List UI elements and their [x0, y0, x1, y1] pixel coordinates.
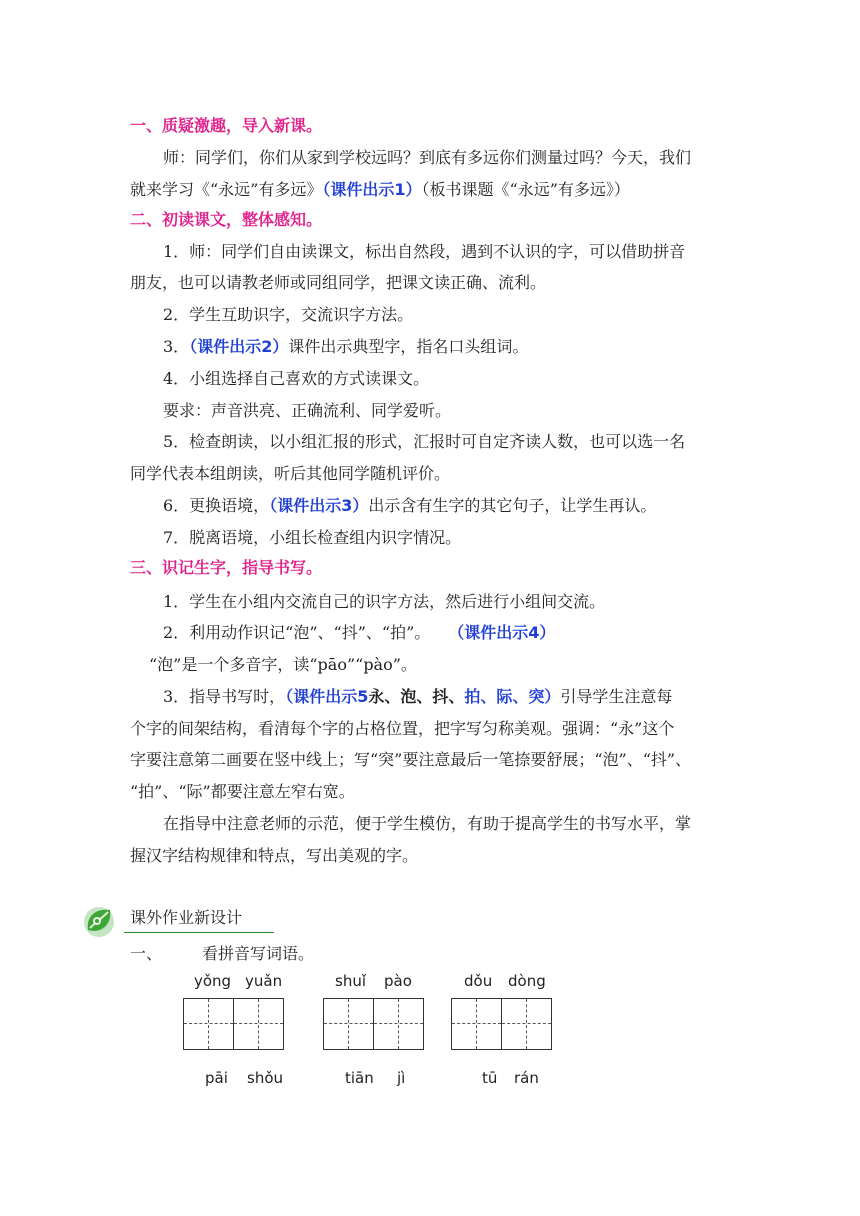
- s2-item-4: 4．小组选择自己喜欢的方式读课文。: [163, 369, 430, 388]
- s1-blackboard-title: （板书课题《“永远”有多远》）: [421, 180, 630, 199]
- s3-characters-blue: 拍、际、突）: [464, 687, 561, 706]
- pinyin-label: dǒu: [464, 972, 493, 990]
- pinyin-label: jì: [397, 1069, 406, 1087]
- writing-grid-3[interactable]: [451, 998, 552, 1050]
- s2-item-2: 2．学生互助识字，交流识字方法。: [163, 305, 414, 324]
- writing-grid-1[interactable]: [183, 998, 284, 1050]
- s2-item-6-text: 出示含有生字的其它句子，让学生再认。: [368, 496, 657, 515]
- s1-paragraph-line-1: 师：同学们，你们从家到学校远吗？到底有多远你们测量过吗？今天，我们: [163, 148, 692, 167]
- s2-item-1-line-2: 朋友，也可以请教老师或同组同学，把课文读正确、流利。: [130, 273, 547, 292]
- pinyin-label: tū: [482, 1069, 498, 1087]
- s2-item-7: 7．脱离语境，小组长检查组内识字情况。: [163, 528, 462, 547]
- question-1-number: 一、: [130, 944, 163, 963]
- section-heading-1: 一、质疑激趣，导入新课。: [130, 116, 323, 135]
- s3-paragraph-line-1: 在指导中注意老师的示范，便于学生模仿，有助于提高学生的书写水平，掌: [163, 814, 692, 833]
- courseware-label-3: （课件出示3）: [269, 496, 369, 515]
- courseware-label-1: （课件出示1）: [322, 180, 422, 199]
- s2-item-3-num: 3．: [163, 337, 190, 356]
- s3-item-3-line-1: [163, 687, 730, 707]
- courseware-label-5: （课件出示5: [285, 687, 369, 706]
- pinyin-label: dòng: [508, 972, 546, 990]
- writing-cell[interactable]: [374, 999, 423, 1049]
- writing-cell[interactable]: [184, 999, 234, 1049]
- s3-item-1: 1．学生在小组内交流自己的识字方法，然后进行小组间交流。: [163, 592, 606, 611]
- writing-cell[interactable]: [502, 999, 551, 1049]
- pinyin-label: shuǐ: [335, 972, 366, 990]
- writing-cell[interactable]: [234, 999, 283, 1049]
- s2-item-5-line-1: 5．检查朗读，以小组汇报的形式，汇报时可自定齐读人数，也可以选一名: [163, 432, 686, 451]
- s1-paragraph-line-2: [130, 180, 730, 200]
- pinyin-label: tiān: [345, 1069, 374, 1087]
- question-1: [130, 944, 730, 964]
- courseware-label-2: （课件出示2）: [189, 337, 289, 356]
- s3-item-3-line-2: 个字的间架结构，看清每个字的占格位置，把字写匀称美观。强调：“永”这个: [130, 719, 675, 738]
- courseware-label-4: （课件出示4）: [448, 623, 556, 642]
- s3-item-2-text: 2．利用动作识记“泡”、“抖”、“拍”。: [163, 623, 431, 642]
- s3-polyphone-note: “泡”是一个多音字，读“pāo”“pào”。: [149, 655, 417, 674]
- s2-item-3: [163, 337, 763, 357]
- homework-title: 课外作业新设计: [130, 908, 243, 927]
- s2-item-3-text: 课件出示典型字，指名口头组词。: [288, 337, 529, 356]
- s3-item-3-line-4: “拍”、“际”都要注意左窄右宽。: [130, 782, 355, 801]
- green-leaf-icon: [80, 902, 118, 940]
- s3-item-3-tail: 引导学生注意每: [560, 687, 673, 706]
- pinyin-label: pāi: [205, 1069, 228, 1087]
- writing-cell[interactable]: [324, 999, 374, 1049]
- pinyin-label: yǒng: [194, 972, 232, 990]
- question-1-text: 看拼音写词语。: [202, 944, 315, 963]
- s3-item-2: [163, 623, 763, 643]
- s2-item-1-line-1: 1．师：同学们自由读课文，标出自然段，遇到不认识的字，可以借助拼音: [163, 242, 686, 261]
- s2-item-5-line-2: 同学代表本组朗读，听后其他同学随机评价。: [130, 464, 451, 483]
- pinyin-label: pào: [384, 972, 412, 990]
- pinyin-label: rán: [514, 1069, 539, 1087]
- s3-item-3-line-3: 字要注意第二画要在竖中线上；写“突”要注意最后一笔捺要舒展；“泡”、“抖”、: [130, 750, 692, 769]
- s3-item-3-lead: 3．指导书写时，: [163, 687, 286, 706]
- s2-item-6-lead: 6．更换语境，: [163, 496, 270, 515]
- writing-cell[interactable]: [452, 999, 502, 1049]
- s3-characters-black: 永、泡、抖、: [368, 687, 465, 706]
- writing-grid-2[interactable]: [323, 998, 424, 1050]
- section-heading-2: 二、初读课文，整体感知。: [130, 210, 323, 229]
- homework-header: [80, 902, 680, 942]
- pinyin-label: shǒu: [247, 1069, 284, 1087]
- pinyin-label: yuǎn: [245, 972, 283, 990]
- s3-paragraph-line-2: 握汉字结构规律和特点，写出美观的字。: [130, 846, 419, 865]
- section-heading-3: 三、识记生字，指导书写。: [130, 558, 323, 577]
- s2-item-6: [163, 496, 763, 516]
- s1-text: 就来学习《“永远”有多远》: [130, 180, 323, 199]
- homework-title-underline: [124, 932, 274, 933]
- s2-requirement: 要求：声音洪亮、正确流利、同学爱听。: [163, 401, 452, 420]
